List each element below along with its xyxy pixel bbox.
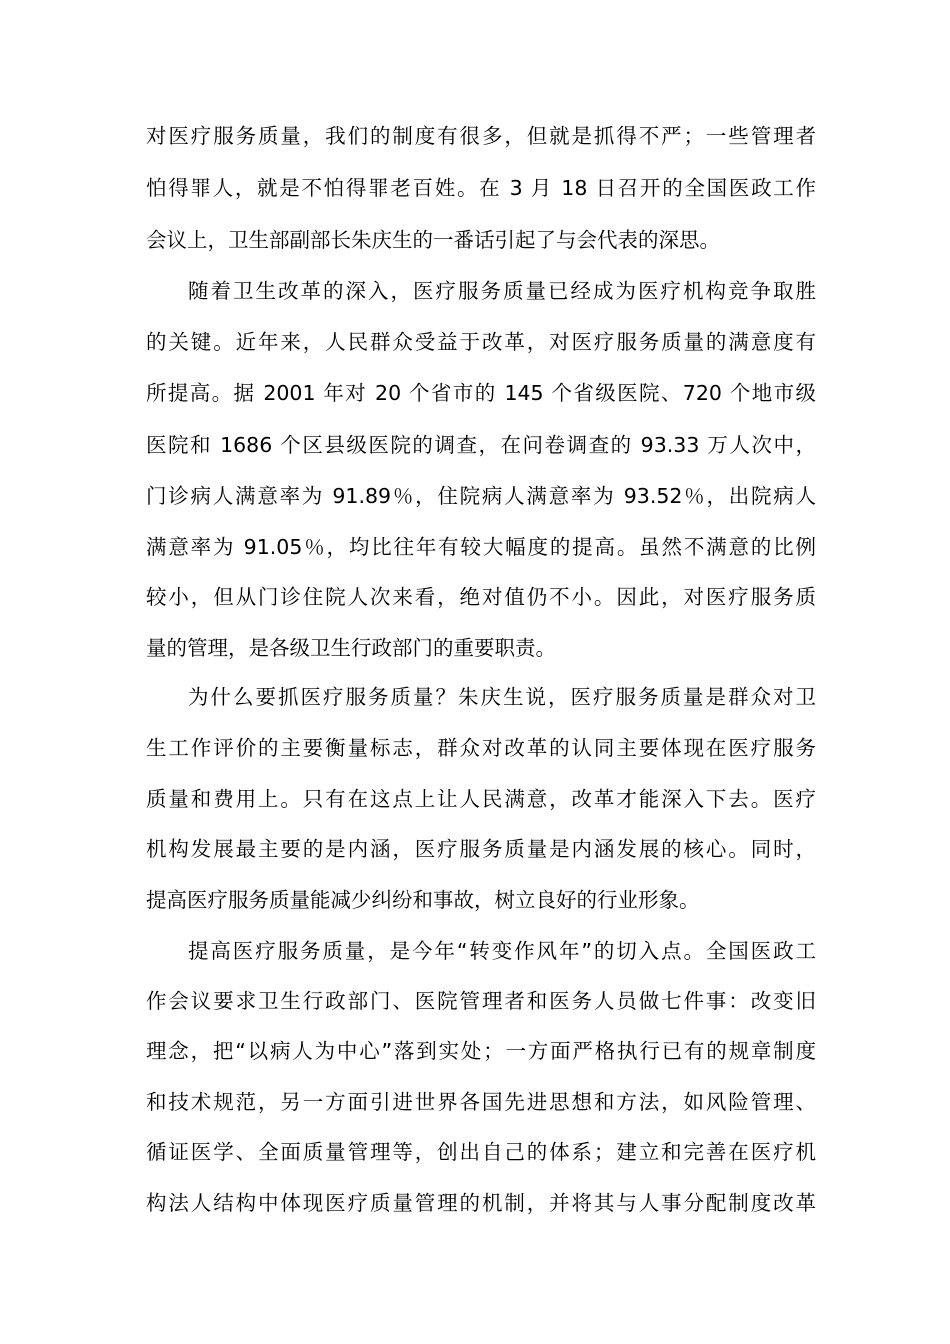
paragraph-1-line-1: 对医疗服务质量，我们的制度有很多，但就是抓得不严；一些管理者: [146, 124, 816, 148]
paragraph-3-line-1: 为什么要抓医疗服务质量？朱庆生说，医疗服务质量是群众对卫: [188, 685, 816, 709]
paragraph-4-line-3: 理念，把“以病人为中心”落到实处；一方面严格执行已有的规章制度: [146, 1039, 816, 1063]
paragraph-2-line-7: 较小，但从门诊住院人次来看，绝对值仍不小。因此，对医疗服务质: [146, 585, 816, 609]
paragraph-4-line-6: 构法人结构中体现医疗质量管理的机制，并将其与人事分配制度改革: [146, 1191, 816, 1215]
paragraph-1-line-3: 会议上，卫生部副部长朱庆生的一番话引起了与会代表的深思。: [146, 228, 720, 252]
paragraph-4-line-2: 作会议要求卫生行政部门、医院管理者和医务人员做七件事：改变旧: [146, 989, 816, 1013]
paragraph-3-line-2: 生工作评价的主要衡量标志，群众对改革的认同主要体现在医疗服务: [146, 736, 816, 760]
paragraph-2-line-8: 量的管理，是各级卫生行政部门的重要职责。: [146, 636, 556, 660]
paragraph-4-line-4: 和技术规范，另一方面引进世界各国先进思想和方法，如风险管理、: [146, 1090, 816, 1114]
paragraph-1-line-2: 怕得罪人，就是不怕得罪老百姓。在 3 月 18 日召开的全国医政工作: [146, 176, 816, 200]
paragraph-2-line-2: 的关键。近年来，人民群众受益于改革，对医疗服务质量的满意度有: [146, 330, 816, 354]
paragraph-2-line-6: 满意率为 91.05％，均比往年有较大幅度的提高。虽然不满意的比例: [146, 535, 816, 559]
paragraph-4-line-1: 提高医疗服务质量，是今年“转变作风年”的切入点。全国医政工: [188, 939, 816, 963]
paragraph-2-line-3: 所提高。据 2001 年对 20 个省市的 145 个省级医院、720 个地市级: [146, 381, 816, 405]
paragraph-2-line-5: 门诊病人满意率为 91.89％，住院病人满意率为 93.52％，出院病人: [146, 484, 816, 508]
paragraph-4-line-5: 循证医学、全面质量管理等，创出自己的体系；建立和完善在医疗机: [146, 1140, 816, 1164]
paragraph-2-line-4: 医院和 1686 个区县级医院的调查，在问卷调查的 93.33 万人次中，: [146, 433, 816, 457]
paragraph-3-line-4: 机构发展最主要的是内涵，医疗服务质量是内涵发展的核心。同时，: [146, 837, 816, 861]
paragraph-3-line-5: 提高医疗服务质量能减少纠纷和事故，树立良好的行业形象。: [146, 888, 700, 912]
paragraph-3-line-3: 质量和费用上。只有在这点上让人民满意，改革才能深入下去。医疗: [146, 787, 816, 811]
paragraph-2-line-1: 随着卫生改革的深入，医疗服务质量已经成为医疗机构竞争取胜: [188, 279, 816, 303]
